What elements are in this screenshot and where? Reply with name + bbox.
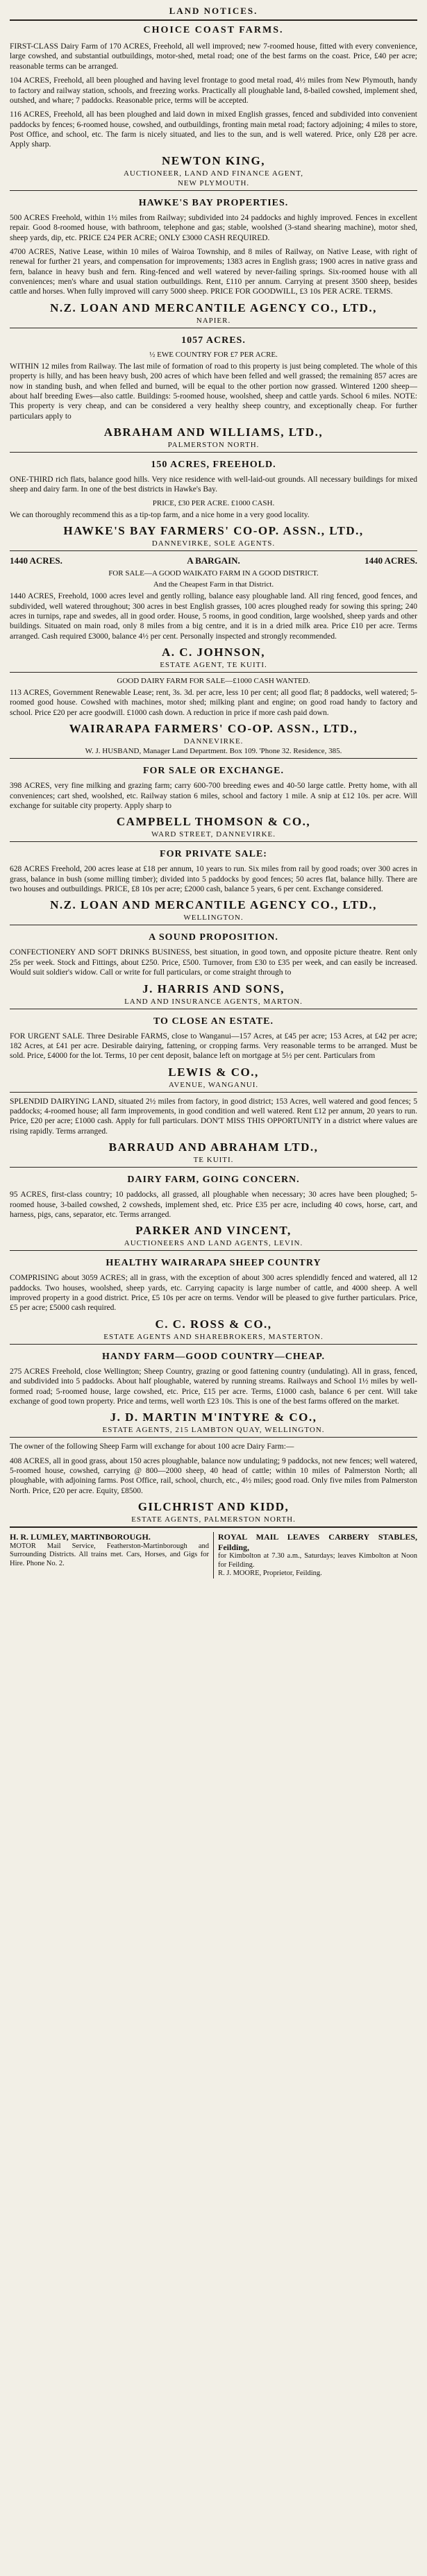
agent-nz-loan-napier: N.Z. LOAN AND MERCANTILE AGENCY CO., LTD., [50,301,377,314]
agent-place: LAND AND INSURANCE AGENTS, MARTON. [124,997,303,1006]
agent-role: ESTATE AGENT, TE KUITI. [160,661,267,669]
ad-moore: ROYAL MAIL LEAVES CARBERY STABLES, Feilding, for Kimbolton at 7.30 a.m., Saturdays; leaves Kimbolton at Noon for Feilding. R. J. MOORE, Proprietor, Feilding. [218,1532,417,1578]
land-notices-page [0,6,427,2576]
divider [10,1167,417,1168]
divider [10,190,417,191]
agent-lewis: LEWIS & CO., [168,1065,259,1079]
ad-price: PRICE, £30 PER ACRE. £1000 CASH. [152,498,275,507]
ad-150-acres: ONE-THIRD rich flats, balance good hills. Very nice residence with well-laid-out grounds. All necessary buildings for mixed sheep and dairy farm. In one of the best districts in Hawke's Bay. [10,475,417,494]
agent-place: TE KUITI. [193,1156,234,1165]
agent-parker: PARKER AND VINCENT, [135,1224,292,1238]
ad-104-acres: 104 ACRES, Freehold, all been ploughed and having level frontage to good metal road, 4½ miles from New Plymouth, handy to factory and railway station, schools, and freezing works. Practically all ploughable land, 8-bailed cowshed, implement shed, outshed, and whare; 7 paddocks. Reasonable price, terms will be accepted. [10,76,417,105]
agent-place: NAPIER. [196,316,231,325]
section-150-acres: 150 ACRES, FREEHOLD. [151,460,276,470]
agent-place: AVENUE, WANGANUI. [168,1080,259,1089]
agent-place: DANNEVIRKE. [183,737,244,746]
agent-place: PALMERSTON NORTH. [167,441,260,449]
section-title-coast: CHOICE COAST FARMS. [143,25,284,35]
ad-urgent-sale: FOR URGENT SALE. Three Desirable FARMS, close to Wanganui—157 Acres, at £45 per acre; 153 Acres, at £42 per acre; 182 Acres, at £41 per acre. Desirable dairying, fattening, or cropping farms. Very reasonable terms to be arranged. Must be sold. Price, £4000 for the lot. Terms, 10 per cent deposit, balance left on mortgage at 5½ per cent. Particulars from [10,1032,417,1061]
ad-398-acres: 398 ACRES, very fine milking and grazing farm; carry 600-700 breeding ewes and 40-50 large cattle. Pretty home, with all conveniences; cart shed, woolshed, etc. Railway station 6 miles, school and factory 1 mile. A snip at £12 10s. per acre. Will exchange for suitable city property. Apply sharp to [10,782,417,810]
agent-nz-loan-wellington: N.Z. LOAN AND MERCANTILE AGENCY CO., LTD., [50,898,377,912]
ad-113-acres: 113 ACRES, Government Renewable Lease; rent, 3s. 3d. per acre, less 10 per cent; all good flat; 8 paddocks, well watered; 5-roomed good house. Cowshed with machines, motor shed; milking plant and engine; on good road handy to factory and school. Price £20 per acre goodwill. £1000 cash down. A reduction in price if more cash paid down. [10,689,417,717]
ad-275-acres: 275 ACRES Freehold, close Wellington; Sheep Country, grazing or good fattening country (undulating). All in grass, fenced, and subdivided into 5 paddocks. About half ploughable, watered by running streams. Railways and School 1½ miles by well-formed road; 5-roomed house, large cowshed, etc. Price, £15 per acre. Terms, £1000 cash, balance 6 per cent. Will take exchange of good town property. Price and terms, well worth £23 10s. This is one of the best farms offered on the market. [10,1367,417,1406]
section-hawkes-bay: HAWKE'S BAY PROPERTIES. [138,197,289,208]
divider [10,672,417,673]
bargain-right: 1440 ACRES. [365,555,417,566]
ad-3059-acres: COMPRISING about 3059 ACRES; all in grass, with the exception of about 300 acres splendidly fenced and watered, all 12 paddocks. Two houses, woolshed, sheep yards, etc. Carrying capacity is large number of cattle, and 4000 sheep. A well improved property in a good district. Price, £5 10s per acre on terms. Vendor will be pleased to give further particulars. Price, £5 per acre; £5000 cash required. [10,1274,417,1313]
divider [10,841,417,842]
page-title: LAND NOTICES. [169,6,258,16]
ad-4700-acres: 4700 ACRES, Native Lease, within 10 miles of Wairoa Township, and 8 miles of Railway, on Native Lease, with right of renewal for further 21 years, and compensation for improvements; 1383 acres in English grass; 1900 acres in native grass and fern, balance in heavy bush and fern. Ring-fenced and well watered by never-failing springs. Six-roomed house with all conveniences; men's whare and usual station outbuildings. Rent, £110 per annum. Carrying at present 3500 sheep, besides cattle and horses. When fully improved will carry 5000 sheep. PRICE FOR GOODWILL, £3 10s PER ACRE. TERMS. [10,247,417,296]
ad-exchange-note: The owner of the following Sheep Farm will exchange for about 100 acre Dairy Farm:— [10,1442,294,1451]
agent-place: DANNEVIRKE, SOLE AGENTS. [151,539,276,548]
section-going-concern: DAIRY FARM, GOING CONCERN. [127,1175,300,1186]
section-sound-proposition: A SOUND PROPOSITION. [149,932,278,943]
agent-wairarapa: WAIRARAPA FARMERS' CO-OP. ASSN., LTD., [69,722,358,736]
divider [10,1437,417,1438]
divider [10,1526,417,1528]
bargain-mid: A BARGAIN. [187,555,240,566]
ad-subhead: FOR SALE—A GOOD WAIKATO FARM IN A GOOD DISTRICT. [108,569,319,578]
section-wairarapa-sheep: HEALTHY WAIRARAPA SHEEP COUNTRY [106,1258,321,1269]
ad-1440-acres: 1440 ACRES, Freehold, 1000 acres level and gently rolling, balance easy ploughable land. All ring fenced, good fences, and subdivided, well watered throughout; 300 acres in best English grasses, 100 acres ploughed ready for sowing this spring; 240 acres in turnips, rape and swedes, all in good order. House, 5 rooms, in good condition, large woolshed, sheep yards and other buildings. Situated on main road, only 8 miles from a big centre, and it is in a dried milk area. Price £10 per acre. Terms arranged. Cash required £3000, balance 4½ per cent. Personally inspected and strongly recommended. [10,592,417,641]
ad-408-acres: 408 ACRES, all in good grass, about 150 acres ploughable, balance now undulating; 9 paddocks, not new fences; well watered, 5-roomed house, cowshed, carrying @ 800—2000 sheep, 40 head of cattle; within 10 miles of Palmerston North; all ploughable, with adjoining farms. Post Office, rail, school, church, etc., 4½ miles; good road. Only five miles from Palmerston North. Price, £20 per acre. Equity, £8500. [10,1456,417,1495]
agent-place: AUCTIONEERS AND LAND AGENTS, LEVIN. [124,1239,303,1248]
agent-hawkes-farmers: HAWKE'S BAY FARMERS' CO-OP. ASSN., LTD., [63,524,364,538]
ad-first-class: FIRST-CLASS Dairy Farm of 170 ACRES, Freehold, all well improved; new 7-roomed house, fitted with every convenience, large cowshed, and substantial outbuildings, motor-shed, metal road; one of the best farms on the coast. Price, £40 per acre; reasonable terms can be arranged. [10,42,417,71]
agent-harris: J. HARRIS AND SONS, [142,982,285,995]
column-divider [213,1532,214,1579]
ad-subhead: ½ EWE COUNTRY FOR £7 PER ACRE. [149,350,278,359]
agent-place: NEW PLYMOUTH. [177,178,250,187]
agent-role: AUCTIONEER, LAND AND FINANCE AGENT, [123,169,304,178]
agent-abraham-williams: ABRAHAM AND WILLIAMS, LTD., [103,426,324,439]
section-close-estate: TO CLOSE AN ESTATE. [153,1016,274,1027]
ad-150-note: We can thoroughly recommend this as a tip-top farm, and a nice home in a very good locality. [10,510,310,519]
ad-subhead: And the Cheapest Farm in that District. [153,580,274,589]
divider [10,1092,417,1093]
agent-place: ESTATE AGENTS, 215 LAMBTON QUAY, WELLINGTON. [102,1426,325,1435]
agent-contact: W. J. HUSBAND, Manager Land Department. Box 109. 'Phone 32. Residence, 385. [85,747,342,756]
divider [10,452,417,453]
section-private-sale: FOR PRIVATE SALE: [160,849,267,860]
ad-628-acres: 628 ACRES Freehold, 200 acres lease at £18 per annum, 10 years to run. Six miles from rail by good roads; over 300 acres in grass, balance in bush (some milling timber); divided into 5 paddocks by good fences; 50 acres flat, balance hilly. There are two houses and outbuildings. PRICE, £8 10s per acre; £2000 cash, balance 5 years, 6 per cent. Exchange considered. [10,865,417,893]
agent-gilchrist: GILCHRIST AND KIDD, [137,1500,290,1514]
divider [10,1344,417,1345]
bargain-header [10,555,417,566]
agent-place: ESTATE AGENTS AND SHAREBROKERS, MASTERTON. [103,1332,324,1341]
agent-barraud: BARRAUD AND ABRAHAM LTD., [108,1140,319,1154]
section-1057-acres: 1057 ACRES. [181,335,246,346]
agent-place: WARD STREET, DANNEVIRKE. [151,830,276,839]
bargain-left: 1440 ACRES. [10,555,62,566]
section-handy-farm: HANDY FARM—GOOD COUNTRY—CHEAP. [101,1351,326,1362]
ad-lumley: H. R. LUMLEY, MARTINBOROUGH. MOTOR Mail Service, Featherston-Martinborough and Surrounding Districts. All trains met. Cars, Horses, and Gigs for Hire. Phone No. 2. [10,1532,209,1567]
agent-place: ESTATE AGENTS, PALMERSTON NORTH. [131,1515,296,1524]
agent-ross: C. C. ROSS & CO., [155,1317,272,1331]
ad-500-acres: 500 ACRES Freehold, within 1½ miles from Railway; subdivided into 24 paddocks and highly improved. Fences in excellent repair. Good 8-roomed house, with bathroom, telephone and gas; stable, woolshed (3-stand shearing machine), motor shed, sheep yards, dip, etc. PRICE £24 PER ACRE; ONLY £3000 CASH REQUIRED. [10,213,417,242]
agent-campbell: CAMPBELL THOMSON & CO., [116,815,311,829]
ad-subhead: GOOD DAIRY FARM FOR SALE—£1000 CASH WANTED. [117,677,310,685]
ad-95-acres: 95 ACRES, first-class country; 10 paddocks, all grassed, all ploughable when necessary; 30 acres have been ploughed; 5-roomed house, 3-bailed cowshed, 2 cowsheds, implement shed, etc. Price £35 per acre, including 40 cows, horse, cart, and harness, pigs, cans, separator, etc. Terms arranged. [10,1190,417,1219]
section-sale-exchange: FOR SALE OR EXCHANGE. [142,766,285,777]
footer-ads [10,1532,417,1579]
divider [10,550,417,551]
agent-johnson: A. C. JOHNSON, [162,646,265,659]
ad-confectionery: CONFECTIONERY AND SOFT DRINKS BUSINESS, best situation, in good town, and opposite picture theatre. Rent only 25s per week. Stock and Fittings, about £250. Price, £500. Turnover, from £30 to £35 per week, and can easily be increased. Would suit soldier's widow. Call or write for full particulars, or come straight through to [10,948,417,977]
divider [10,758,417,759]
ad-1057-acres: WITHIN 12 miles from Railway. The last mile of formation of road to this property is just being completed. The whole of this property is hilly, and has been heavy bush, 200 acres of which have been felled and well grassed; the remaining 857 acres are now in standing bush, and when felled and burned, will be equal to the other portion now grassed. Wintered 1200 sheep—about half breeding Ewes—also cattle. Buildings: 5-roomed house, woolshed, sheep and cattle yards. School 6 miles. NOTE: This property is very cheap, and can be considered a very healthy sheep country, and exceptionally cheap. For further particulars apply to [10,362,417,421]
agent-place: WELLINGTON. [183,914,244,923]
agent-mcintyre: J. D. MARTIN M'INTYRE & CO., [110,1411,317,1424]
divider [10,1250,417,1251]
ad-splendid-dairying: SPLENDID DAIRYING LAND, situated 2½ miles from factory, in good district; 153 Acres, well watered and good fences; 5 paddocks; 4-roomed house; all farm improvements, in good condition and well watered. Rent £12 per annum, 20 years to run. Price, £20 per acre; £1000 cash. Apply for full particulars. DON'T MISS THIS OPPORTUNITY in a district where values are rising rapidly. Terms arranged. [10,1097,417,1136]
ad-116-acres: 116 ACRES, Freehold, all has been ploughed and laid down in mixed English grasses, fenced and subdivided into convenient paddocks by fences; 6-roomed house, cowshed, and outbuildings, fronting main metal road; factory adjoining; 4 miles to store, Post Office, and school, etc. The farm is nicely situated, and lies to the sun, and is well watered. Price, only £28 per acre. Apply sharp. [10,110,417,149]
divider [10,19,417,21]
agent-newton-king: NEWTON KING, [162,153,265,167]
